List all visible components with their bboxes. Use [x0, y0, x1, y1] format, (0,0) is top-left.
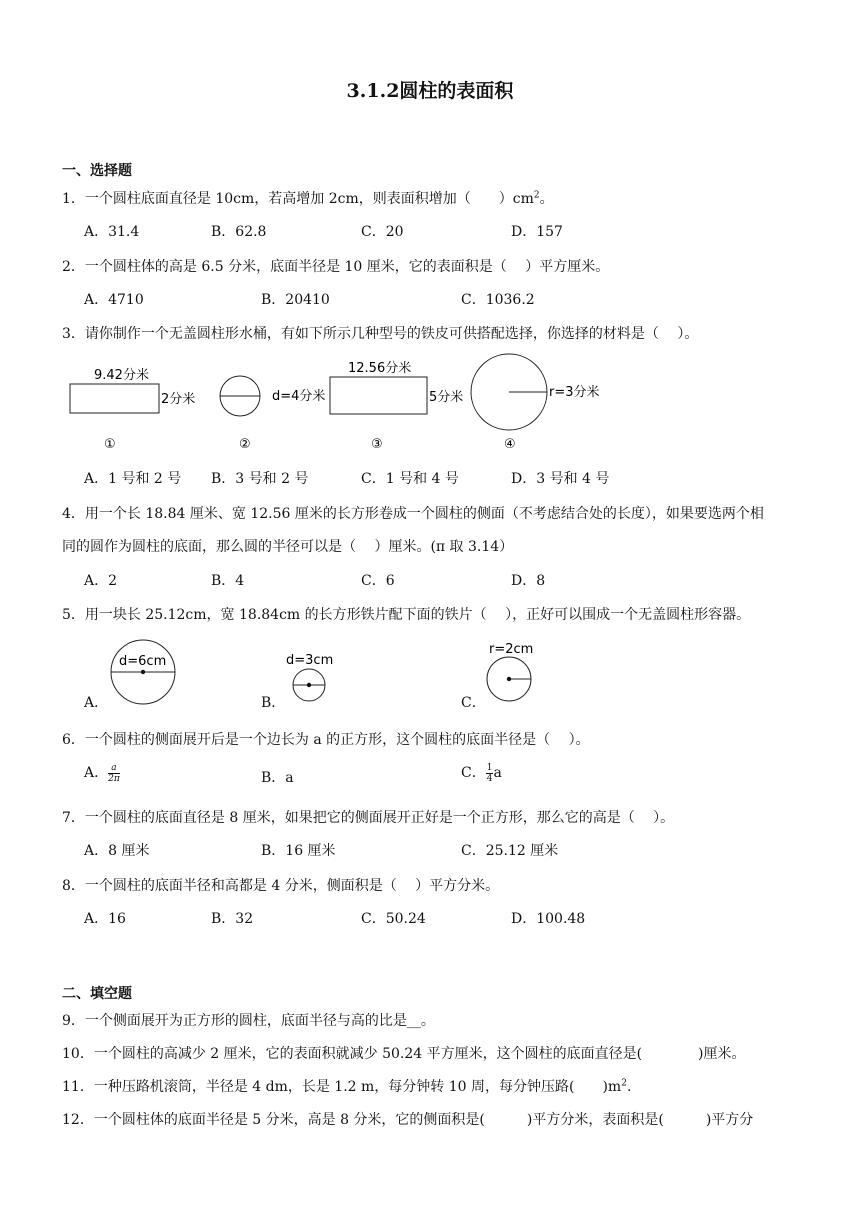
q5-option-c[interactable]: C． [461, 695, 486, 711]
question-9: 9．一个侧面展开为正方形的圆柱，底面半径与高的比是__。 [62, 1013, 435, 1029]
q4-option-a[interactable]: A．2 [84, 573, 118, 589]
question-1-sup: 2 [533, 190, 540, 201]
question-6: 6．一个圆柱的侧面展开后是一个边长为 a 的正方形，这个圆柱的底面半径是（ ）。 [62, 732, 590, 748]
q7-option-a[interactable]: A．8 厘米 [84, 843, 150, 859]
q7-option-b[interactable]: B．16 厘米 [261, 843, 336, 859]
question-10: 10．一个圆柱的高减少 2 厘米，它的表面积就减少 50.24 平方厘米，这个圆柱的底面直径是( )厘米。 [62, 1046, 746, 1062]
question-11-end: . [626, 1079, 632, 1095]
q8-option-a[interactable]: A．16 [84, 911, 126, 927]
rect3-shape [330, 377, 427, 414]
question-8: 8．一个圆柱的底面半径和高都是 4 分米，侧面积是（ ）平方分米。 [62, 878, 500, 894]
q3-option-b[interactable]: B．3 号和 2 号 [211, 471, 309, 487]
q4-option-b[interactable]: B．4 [211, 573, 245, 589]
q6-option-b[interactable]: B．a [261, 770, 294, 786]
rect1-shape [70, 384, 159, 413]
question-4-line-2: 同的圆作为圆柱的底面，那么圆的半径可以是（ ）厘米。(π 取 3.14） [62, 539, 514, 555]
question-7: 7．一个圆柱的底面直径是 8 厘米，如果把它的侧面展开正好是一个正方形，那么它的高是（ ）。 [62, 810, 675, 826]
fig-num-4: ④ [504, 437, 516, 452]
question-1-text: 1．一个圆柱底面直径是 10cm，若高增加 2cm，则表面积增加（ ）cm [62, 191, 534, 207]
q5c-center [507, 677, 511, 681]
question-12: 12．一个圆柱体的底面半径是 5 分米，高是 8 分米，它的侧面积是( )平方分米，表面积是( )平方分 [62, 1112, 754, 1128]
fig-num-3: ③ [371, 437, 383, 452]
q1-option-a[interactable]: A．31.4 [84, 224, 140, 240]
q3-option-d[interactable]: D．3 号和 4 号 [511, 471, 610, 487]
rect1-side-label: 2分米 [161, 392, 196, 407]
q8-option-b[interactable]: B．32 [211, 911, 254, 927]
rect3-top-label: 12.56分米 [348, 361, 412, 376]
q2-option-c[interactable]: C．1036.2 [461, 292, 535, 308]
q4-option-d[interactable]: D．8 [511, 573, 546, 589]
fraction-numerator: 1 [486, 762, 493, 773]
q2-option-a[interactable]: A．4710 [84, 292, 144, 308]
rect1-top-label: 9.42分米 [94, 368, 149, 383]
q5a-center [141, 670, 145, 674]
q1-option-c[interactable]: C．20 [361, 224, 404, 240]
q4-option-c[interactable]: C．6 [361, 573, 395, 589]
question-11 [62, 1076, 631, 1096]
section-heading-choice: 一、选择题 [62, 163, 132, 179]
page-title: 3.1.2圆柱的表面积 [346, 80, 514, 102]
question-11-sup: 2 [621, 1078, 627, 1089]
q6-option-c-tail: a [493, 765, 502, 781]
question-2: 2．一个圆柱体的高是 6.5 分米，底面半径是 10 厘米，它的表面积是（ ）平方厘米。 [62, 259, 610, 275]
fig-num-1: ① [104, 437, 116, 452]
question-5: 5．用一块长 25.12cm，宽 18.84cm 的长方形铁片配下面的铁片（ ），正好可以围成一个无盖圆柱形容器。 [62, 607, 751, 623]
q7-option-c[interactable]: C．25.12 厘米 [461, 843, 559, 859]
q6-option-a[interactable] [84, 762, 120, 784]
rect3-side-label: 5分米 [429, 390, 464, 405]
fraction-denominator: 4 [486, 773, 493, 784]
fraction-denominator: 2π [108, 773, 120, 784]
q3-figure [60, 352, 620, 456]
q2-option-b[interactable]: B．20410 [261, 292, 330, 308]
q1-option-b[interactable]: B．62.8 [211, 224, 267, 240]
q5c-label: r=2cm [489, 642, 534, 657]
circle2-label: d=4分米 [272, 389, 326, 404]
q5a-label: d=6cm [119, 654, 167, 669]
q5-option-a[interactable]: A． [84, 695, 109, 711]
question-1-end: 。 [539, 191, 554, 207]
q5-figure [100, 636, 560, 706]
question-3: 3．请你制作一个无盖圆柱形水桶，有如下所示几种型号的铁皮可供搭配选择，你选择的材料是（ ）。 [62, 326, 699, 342]
fraction-numerator: a [108, 763, 120, 774]
q1-option-d[interactable]: D．157 [511, 224, 563, 240]
q8-option-c[interactable]: C．50.24 [361, 911, 426, 927]
q3-option-c[interactable]: C．1 号和 4 号 [361, 471, 459, 487]
fig-num-2: ② [239, 437, 251, 452]
q5b-label: d=3cm [286, 653, 334, 668]
q3-option-a[interactable]: A．1 号和 2 号 [84, 471, 182, 487]
q6-option-c[interactable] [461, 762, 502, 784]
q5-option-b[interactable]: B． [261, 695, 286, 711]
circle4-label: r=3分米 [549, 385, 600, 400]
question-4-line-1: 4．用一个长 18.84 厘米、宽 12.56 厘米的长方形卷成一个圆柱的侧面（不考虑结合处的长度），如果要选两个相 [62, 506, 764, 522]
q6-option-a-fraction [108, 763, 120, 784]
q6-option-c-label: C． [461, 765, 486, 781]
section-heading-fill: 二、填空题 [62, 986, 132, 1002]
q8-option-d[interactable]: D．100.48 [511, 911, 586, 927]
q6-option-a-label: A． [84, 765, 109, 781]
q5b-center [307, 683, 311, 687]
question-1 [62, 188, 554, 208]
question-11-text: 11．一种压路机滚筒，半径是 4 dm，长是 1.2 m，每分钟转 10 周，每分钟压路( )m [62, 1079, 622, 1095]
